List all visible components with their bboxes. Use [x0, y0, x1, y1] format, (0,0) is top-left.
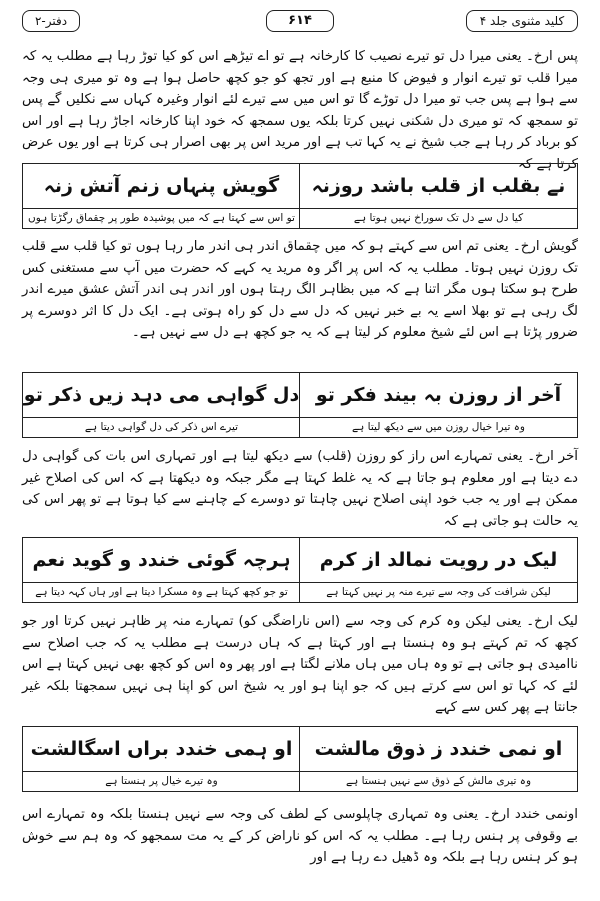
verse-cell-right: [299, 538, 577, 602]
verse-hemistich: لیک در رویت نمالد از کرم: [319, 549, 558, 571]
verse-cell-left: [23, 164, 300, 228]
book-title: کلید مثنوی جلد ۴: [466, 10, 578, 32]
verse-translation: وہ تیرا خیال روزن میں سے دیکھ لیتا ہے: [300, 417, 577, 437]
verse-table-4: [22, 726, 578, 792]
paragraph-2: گویش ارخ۔ یعنی تم اس سے کہتے ہو کہ میں چقماق اندر ہی اندر مار رہا ہوں تو کیا قلب سے قلب تک روزن نہیں ہوتا۔ مطلب یہ کہ اس پر اگر وہ مرید یہ کہے کہ حضرت میں آپ سے مستغنی کس طرح ہو سکتا ہوں مگر اتنا ہے کہ میں بظاہر الگ رہتا ہوں اور اندر ہی اندر آتش عشق میرے اندر لگ رہی ہے تو بھلا اسے یہ بے خبر نہیں کہ دل سے دل کو راہ ہوتی ہے۔ ایک دل کا اثر دوسرے پر ضرور پڑتا ہے اس لئے شیخ معلوم کر لیتا ہے کہ یہ جو کچھ ہے دل سے نہیں ہے۔: [22, 239, 578, 341]
verse-hemistich: او نمی خندد ز ذوق مالشت: [314, 738, 563, 760]
verse-cell-left: [23, 538, 300, 602]
page-header: [22, 6, 578, 36]
verse-hemistich: دل گواہی می دہد زیں ذکر تو: [23, 384, 300, 406]
verse-table-1: [22, 163, 578, 229]
paragraph-3: آخر ارخ۔ یعنی تمہارے اس راز کو روزن (قلب) سے دیکھ لیتا ہے اور تمہاری اس بات کی گواہی دل دے دیتا ہے اور معلوم ہو جاتا ہے کہ یہ غلط کہتا ہے مگر جبکہ وہ دیکھتا ہے کہ اس کی اصلاح غیر ممکن ہے اور یہ جب خود اپنی اصلاح نہیں چاہتا تو دوسرے کے چاہنے سے کیا ہوتا ہے تو پھر اس کی یہ حالت ہو جاتی ہے کہ: [22, 449, 578, 529]
verse-translation: تیرے اس ذکر کی دل گواہی دیتا ہے: [23, 417, 300, 437]
verse-translation: وہ تیرے خیال پر ہنستا ہے: [23, 771, 300, 791]
page-number: ۶۱۴: [266, 10, 334, 32]
verse-table-3: [22, 537, 578, 603]
verse-translation: لیکن شرافت کی وجہ سے تیرے منہ پر نہیں کہتا ہے: [300, 582, 577, 602]
verse-hemistich: ہرچہ گوئی خندد و گوید نعم: [32, 549, 291, 571]
verse-cell-right: [299, 727, 577, 791]
section-label: دفتر-۲: [22, 10, 80, 32]
verse-hemistich: گویش پنہاں زنم آتش زنہ: [43, 175, 280, 197]
verse-hemistich: او ہمی خندد براں اسگالشت: [30, 738, 293, 760]
paragraph-1: پس ارخ۔ یعنی میرا دل تو تیرے نصیب کا کارخانہ ہے تو اے تیڑھے اس کو کیا توڑ رہا ہے مطلب یہ کہ میرا قلب تو تیرے انوار و فیوض کا منبع ہے اور تجھ کو جو کچھ حاصل ہوا ہے وہ تو میری ہی وجہ سے ہوا ہے پس جب تو میرا دل توڑے گا تو اس میں سے تیرے لئے انوار وغیرہ کہاں سے نکلیں گے پس تو سمجھ کہ تو میری دل شکنی نہیں کرتا بلکہ یوں سمجھ کہ خود اپنا کارخانہ اجاڑ رہا ہے اور اس کو برباد کر رہا ہے جب شیخ نے یہ کہا تب ہے اور مرید اس پر بھی اصرار ہی کرتا ہے اور یوں عرض کرتا ہے کہ: [22, 49, 578, 172]
paragraph-4: لیک ارخ۔ یعنی لیکن وہ کرم کی وجہ سے (اس ناراضگی کو) تمہارے منہ پر ظاہر نہیں کرتا اور جو کچھ کہ تم کہتے ہو وہ ہنستا ہے اور کہتا ہے کہ ہاں درست ہے مطلب یہ کہ جب اصلاح سے ناامیدی ہو جاتی ہے تو وہ ہاں میں ہاں ملانے لگتا ہے اور پھر وہ اس کو کچھ بھی نہیں کہتا ہے اس لئے کہ کہا تو اس سے کرتے ہیں کہ جو اپنا ہو اور یہ شیخ اس کو اپنا ہی نہیں سمجھتا بلکہ غیر جانتا ہے پھر کس سے کہے: [22, 614, 578, 716]
verse-cell-right: [299, 373, 577, 437]
verse-hemistich: آخر از روزن بہ بیند فکر تو: [315, 384, 562, 406]
verse-cell-right: [299, 164, 577, 228]
paragraph-5: اونمی خندد ارخ۔ یعنی وہ تمہاری چاپلوسی کے لطف کی وجہ سے نہیں ہنستا بلکہ وہ تمہارے اس بے وقوفی پر ہنس رہا ہے۔ مطلب یہ کہ اس کو ناراض کر کے یہ مت سمجھو کہ وہ ہم سے خوش ہو کر ہنس رہا ہے بلکہ وہ ڈھیل دے رہا ہے اور: [22, 807, 578, 866]
verse-table-2: [22, 372, 578, 438]
verse-cell-left: [23, 373, 300, 437]
verse-hemistich: نے بقلب از قلب باشد روزنہ: [311, 175, 566, 197]
verse-translation: کیا دل سے دل تک سوراخ نہیں ہوتا ہے: [300, 208, 577, 228]
verse-translation: تو اس سے کہتا ہے کہ میں پوشیدہ طور پر چقماق رگڑتا ہوں: [23, 208, 300, 228]
verse-translation: تو جو کچھ کہتا ہے وہ مسکرا دیتا ہے اور ہاں کہہ دیتا ہے: [23, 582, 300, 602]
verse-cell-left: [23, 727, 300, 791]
verse-translation: وہ تیری مالش کے ذوق سے نہیں ہنستا ہے: [300, 771, 577, 791]
